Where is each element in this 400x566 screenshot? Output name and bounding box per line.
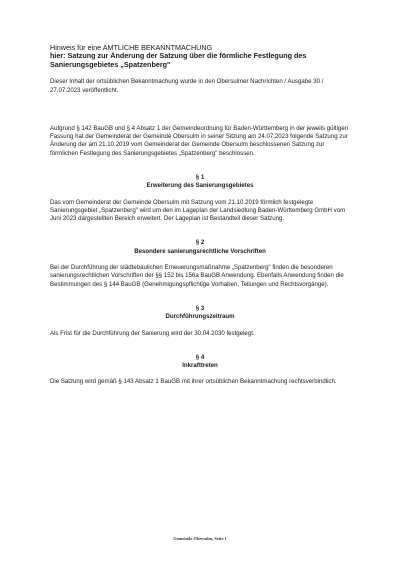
intro-paragraph: Dieser Inhalt der ortsüblichen Bekanntmachung wurde in den Obersulmer Nachrichten / Ausgabe 30 / 27.07.2023 veröffentlicht. — [50, 78, 324, 94]
section-4 — [50, 354, 350, 387]
section-2 — [50, 239, 350, 288]
section-text: Als Frist für die Durchführung der Sanierung wird der 30.04.2030 festgelegt. — [50, 329, 255, 337]
section-title: Durchführungszeitraum — [165, 313, 235, 321]
document-subtitle-line-2: Sanierungsgebietes „Spatzenberg" — [50, 59, 171, 69]
document-subtitle-line-1: hier: Satzung zur Änderung der Satzung über die förmliche Festlegung des — [50, 51, 307, 61]
section-title: Inkrafttreten — [182, 362, 218, 370]
section-number: § 2 — [195, 239, 205, 247]
section-1 — [50, 174, 350, 223]
section-title: Besondere sanierungsrechtliche Vorschriften — [134, 247, 266, 255]
section-3 — [50, 305, 350, 338]
section-number: § 4 — [195, 353, 205, 361]
section-text: Bei der Durchführung der städtebaulichen Erneuerungsmaßnahme „Spatzenberg" finden die besonderen sanierungsrechtlichen Vorschriften der §§ 152 bis 156a BauGB Anwendung. Ebenfalls Anwendung finden die Bestimmungen des § 144 BauGB (Genehmigungspflichtige Vorhaben, Teilungen und Rechtsvorgänge). — [50, 264, 344, 288]
section-number: § 1 — [195, 174, 205, 181]
document-title: Hinweis für eine AMTLICHE BEKANNTMACHUNG — [50, 43, 213, 52]
legal-basis-paragraph: Aufgrund § 142 BauGB und § 4 Absatz 1 der Gemeindeordnung für Baden-Württemberg in der jeweils gültigen Fassung hat der Gemeinderat der Gemeinde Obersulm in seiner Sitzung am 24.07.2023 folgende Satzung zur Änderung der am 21.10.2019 vom Gemeinderat der Gemeinde Obersulm beschlossenen Satzung zur förmlichen Festlegung des Sanierungsgebietes „Spatzenberg" beschlossen. — [50, 124, 349, 157]
section-text: Die Satzung wird gemäß § 143 Absatz 1 BauGB mit ihrer ortsüblichen Bekanntmachung rechtsverbindlich. — [50, 378, 337, 386]
document-body — [50, 44, 350, 387]
section-number: § 3 — [195, 304, 205, 312]
section-title: Erweiterung des Sanierungsgebietes — [146, 182, 254, 190]
section-text: Das vom Gemeinderat der Gemeinde Obersulm mit Satzung vom 21.10.2019 förmlich festgelegte Sanierungsgebiet „Spatzenberg" wird um den im Lageplan der Landsiedlung Baden-Württemberg GmbH vom Juni 2023 dargestellten Bereich erweitert. Der Lageplan ist Bestandteil dieser Satzung. — [50, 198, 346, 223]
page-footer: Gemeinde Obersulm, Seite 1 — [173, 536, 227, 541]
